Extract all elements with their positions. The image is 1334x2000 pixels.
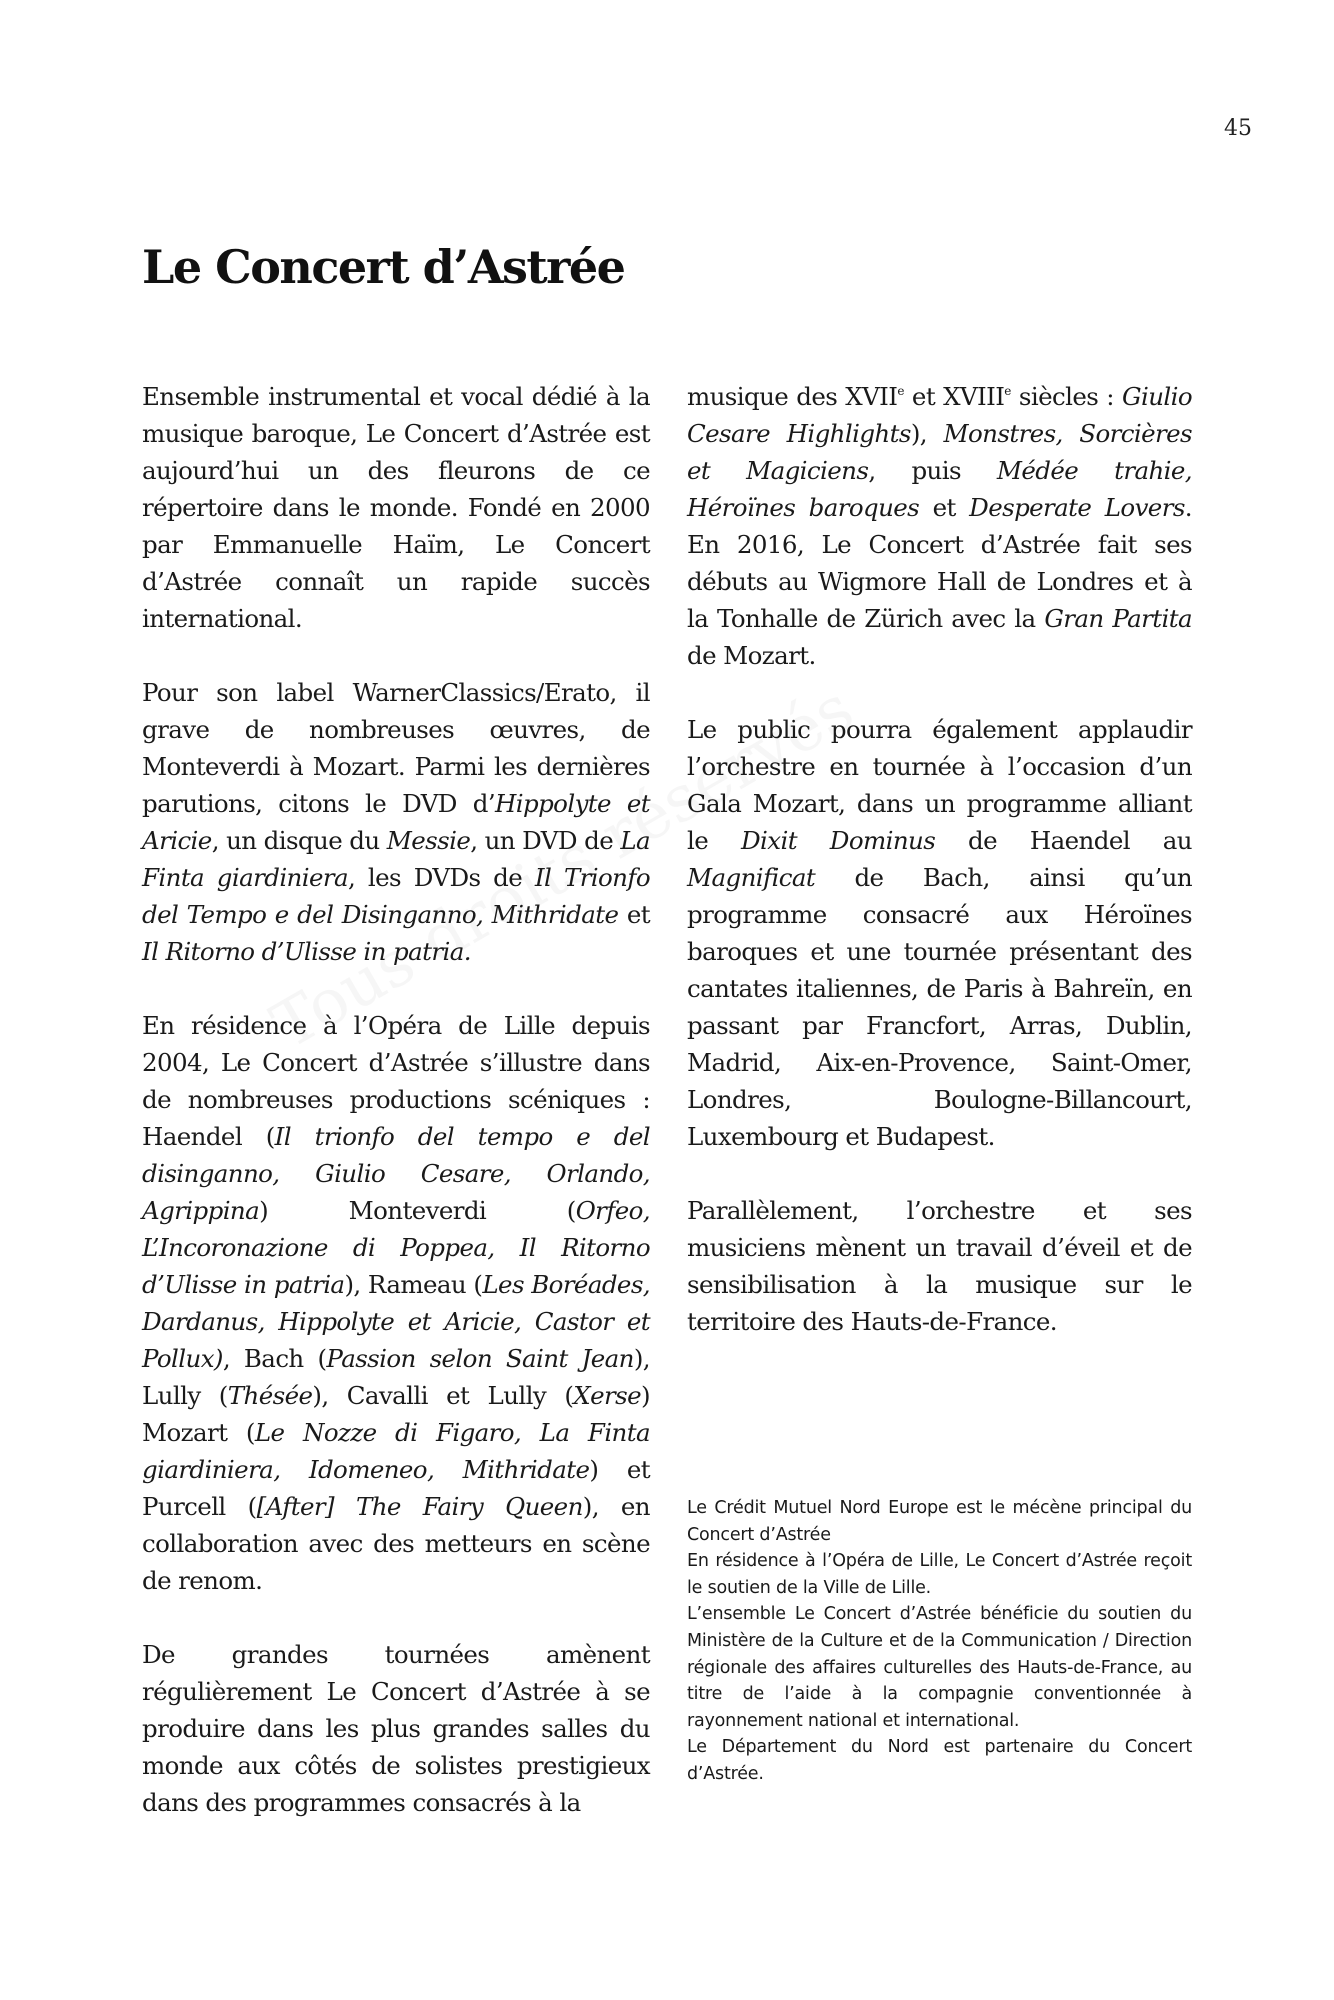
text-run: et: [919, 493, 970, 522]
text-run: , un DVD de: [470, 826, 621, 855]
text-run: De grandes tournées amènent régulièrement Le Concert d’Astrée à se produire dans les plus grandes salles du monde aux côtés de solistes prestigieux dans des programmes consacrés à la: [142, 1640, 650, 1817]
text-run: , un disque du: [211, 826, 387, 855]
text-run: et: [618, 900, 650, 929]
text-run: et XVIII: [903, 382, 1005, 411]
credit-line: Le Crédit Mutuel Nord Europe est le mécène principal du Concert d’Astrée: [687, 1498, 1192, 1545]
superscript: e: [897, 384, 904, 398]
italic-title: Thésée: [227, 1381, 313, 1410]
paragraph: [142, 1636, 650, 1821]
paragraph: [687, 378, 1192, 674]
italic-title: Monstres, Sorcières et Magiciens: [687, 419, 1192, 485]
paragraph: [687, 1192, 1192, 1340]
italic-title: Il trionfo del tempo e del disinganno, Giulio Cesare, Orlando, Agrippina: [142, 1122, 650, 1225]
credits-block: [687, 1495, 1192, 1788]
italic-title: Magnificat: [687, 863, 816, 892]
text-run: ),: [910, 419, 944, 448]
italic-title: Messie: [386, 826, 471, 855]
italic-title: [After] The Fairy Queen: [256, 1492, 583, 1521]
text-run: musique des XVII: [687, 382, 898, 411]
paragraph: [142, 1007, 650, 1599]
italic-title: Passion selon Saint Jean: [326, 1344, 634, 1373]
text-run: , Bach (: [222, 1344, 327, 1373]
italic-title: Xerse: [573, 1381, 642, 1410]
left-column: [142, 378, 650, 1858]
italic-title: Giulio Cesare Highlights: [687, 382, 1192, 448]
paragraph: [142, 378, 650, 637]
italic-title: Orfeo, L’Incoronazione di Poppea, Il Ritorno d’Ulisse in patria: [142, 1196, 650, 1299]
text-run: ), Lully (: [142, 1344, 650, 1410]
text-run: En résidence à l’Opéra de Lille depuis 2004, Le Concert d’Astrée s’illustre dans de nombreuses productions scéniques : Haendel (: [142, 1011, 650, 1151]
page-title: Le Concert d’Astrée: [142, 240, 625, 294]
paragraph: [687, 711, 1192, 1155]
italic-title: La Finta giardiniera: [142, 826, 650, 892]
right-column: [687, 378, 1192, 1377]
credit-line: Le Département du Nord est partenaire du Concert d’Astrée.: [687, 1737, 1192, 1784]
text-run: Le public pourra également applaudir l’orchestre en tournée à l’occasion d’un Gala Mozart, dans un programme alliant le: [687, 715, 1192, 855]
text-run: , les DVDs de: [347, 863, 535, 892]
italic-title: Les Boréades, Dardanus, Hippolyte et Aricie, Castor et Pollux): [142, 1270, 650, 1373]
text-run: Parallèlement, l’orchestre et ses musiciens mènent un travail d’éveil et de sensibilisation à la musique sur le territoire des Hauts-de-France.: [687, 1196, 1192, 1336]
credit-line: L’ensemble Le Concert d’Astrée bénéficie du soutien du Ministère de la Culture et de la Communication / Direction régionale des affaires culturelles des Hauts-de-France, au titre de l’aide à la compagnie conventionnée à rayonnement national et international.: [687, 1604, 1192, 1731]
italic-title: Il Trionfo del Tempo e del Disinganno, Mithridate: [142, 863, 650, 929]
text-run: , puis: [868, 456, 997, 485]
superscript: e: [1004, 384, 1011, 398]
text-run: Ensemble instrumental et vocal dédié à la musique baroque, Le Concert d’Astrée est aujourd’hui un des fleurons de ce répertoire dans le monde. Fondé en 2000 par Emmanuelle Haïm, Le Concert d’Astrée connaît un rapide succès international.: [142, 382, 650, 633]
text-run: de Bach, ainsi qu’un programme consacré aux Héroïnes baroques et une tournée présentant des cantates italiennes, de Paris à Bahreïn, en passant par Francfort, Arras, Dublin, Madrid, Aix-en-Provence, Saint-Omer, Londres, Boulogne-Billancourt, Luxembourg et Budapest.: [687, 863, 1192, 1151]
text-run: ) Monteverdi (: [259, 1196, 576, 1225]
italic-title: Médée trahie, Héroïnes baroques: [687, 456, 1192, 522]
text-run: ) et Purcell (: [142, 1455, 650, 1521]
italic-title: Gran Partita: [1044, 604, 1193, 633]
italic-title: Desperate Lovers: [969, 493, 1185, 522]
paragraph: [142, 674, 650, 970]
text-run: Pour son label WarnerClassics/Erato, il grave de nombreuses œuvres, de Monteverdi à Mozart. Parmi les dernières parutions, citons le DVD d’: [142, 678, 650, 818]
text-run: ) Mozart (: [142, 1381, 650, 1447]
text-run: de Haendel au: [935, 826, 1192, 855]
text-run: ), Rameau (: [344, 1270, 483, 1299]
italic-title: Le Nozze di Figaro, La Finta giardiniera, Idomeneo, Mithridate: [142, 1418, 650, 1484]
text-run: . En 2016, Le Concert d’Astrée fait ses débuts au Wigmore Hall de Londres et à la Tonhalle de Zürich avec la: [687, 493, 1192, 633]
italic-title: Dixit Dominus: [740, 826, 936, 855]
text-run: siècles :: [1010, 382, 1122, 411]
text-run: ), en collaboration avec des metteurs en scène de renom.: [142, 1492, 650, 1595]
italic-title: Hippolyte et Aricie: [142, 789, 650, 855]
text-run: de Mozart.: [687, 641, 816, 670]
text-run: ), Cavalli et Lully (: [312, 1381, 574, 1410]
italic-title: Il Ritorno d’Ulisse in patria.: [142, 937, 471, 966]
page-number: 45: [1224, 116, 1252, 141]
credit-line: En résidence à l’Opéra de Lille, Le Concert d’Astrée reçoit le soutien de la Ville de Lille.: [687, 1551, 1192, 1598]
